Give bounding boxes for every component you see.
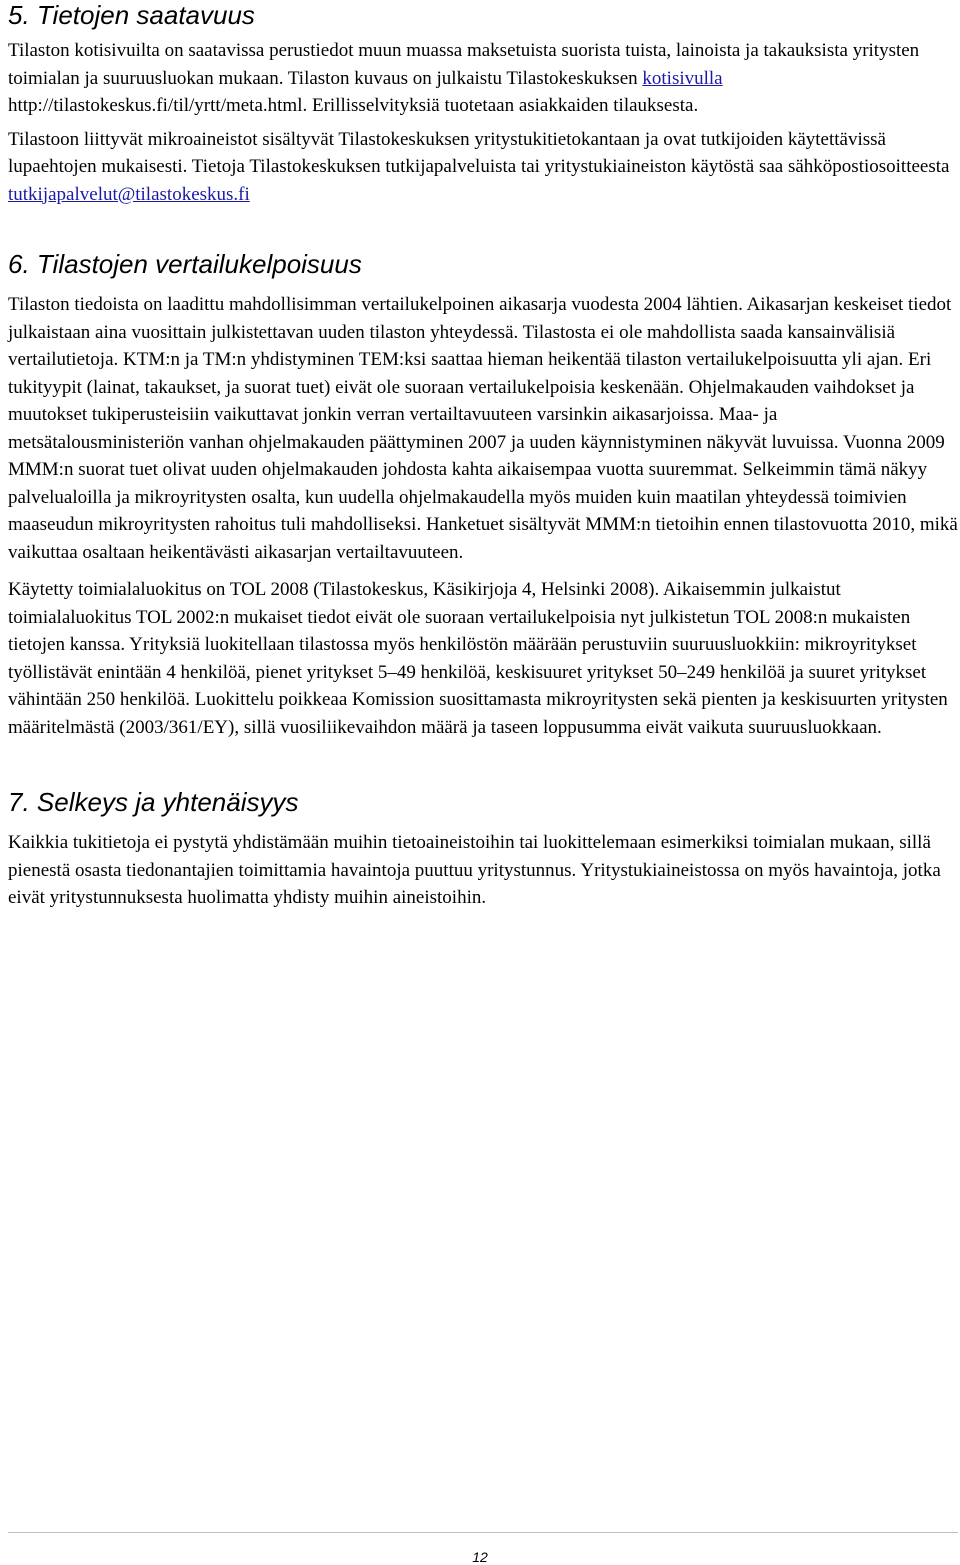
- homepage-link[interactable]: kotisivulla: [642, 67, 723, 89]
- section-5-paragraph-1-text-a: Tilaston kotisivuilta on saatavissa perustiedot muun muassa maksetuista suorista tuista, lainoista ja takauksista yritysten toimialan ja suuruusluokan mukaan. Tilaston kuvaus on julkaistu Tilastokeskuksen: [8, 40, 920, 89]
- section-5-paragraph-1: [8, 37, 958, 120]
- page-number: 12: [472, 1549, 488, 1565]
- section-6-title: 6. Tilastojen vertailukelpoisuus: [8, 249, 362, 279]
- section-6-paragraph-2: Käytetty toimialaluokitus on TOL 2008 (Tilastokeskus, Käsikirjoja 4, Helsinki 2008). Aikaisemmin julkaistut toimialaluokitus TOL 2002:n mukaiset tiedot eivät ole suoraan vertailukelpoisia nyt julkistetun TOL 2008:n mukaisten tietojen kanssa. Yrityksiä luokitellaan tilastossa myös henkilöstön määrään perustuviin suuruusluokkiin: mikroyritykset työllistävät enintään 4 henkilöä, pienet yritykset 5–49 henkilöä, keskisuuret yritykset 50–249 henkilöä ja suuret yritykset vähintään 250 henkilöä. Luokittelu poikkeaa Komission suosittamasta mikroyritysten sekä pienten ja keskisuurten yritysten määritelmästä (2003/361/EY), sillä vuosiliikevaihdon määrä ja taseen loppusumma eivät vaikuta suuruusluokkaan.: [8, 579, 948, 738]
- section-5-paragraph-1-text-b: http://tilastokeskus.fi/til/yrtt/meta.html. Erillisselvityksiä tuotetaan asiakkaiden tilauksesta.: [8, 95, 699, 116]
- section-7-paragraph-1: Kaikkia tukitietoja ei pystytä yhdistämään muihin tietoaineistoihin tai luokittelemaan esimerkiksi toimialan mukaan, sillä pienestä osasta tiedonantajien toimittamia havaintoja puuttuu yritystunnus. Yritystukiaineistossa on myös havaintoja, jotka eivät yritystunnuksesta huolimatta yhdisty muihin aineistoihin.: [8, 832, 941, 908]
- section-6-paragraph-1: Tilaston tiedoista on laadittu mahdollisimman vertailukelpoinen aikasarja vuodesta 2004 lähtien. Aikasarjan keskeiset tiedot julkaistaan aina vuosittain julkistettavan uuden tilaston yhteydessä. Tilastosta ei ole mahdollista saada kansainvälisiä vertailutietoja. KTM:n ja TM:n yhdistyminen TEM:ksi saattaa hieman heikentää tilaston vertailukelpoisuutta yli ajan. Eri tukityypit (lainat, takaukset, ja suorat tuet) eivät ole suoraan vertailukelpoisia keskenään. Ohjelmakauden vaihdokset ja muutokset tukiperusteisiin vaikuttavat jonkin verran vertailtavuuteen varsinkin aikasarjoissa. Maa- ja metsätalousministeriön vanhan ohjelmakauden päättyminen 2007 ja uuden käynnistyminen näkyvät luvuissa. Vuonna 2009 MMM:n suorat tuet olivat uuden ohjelmakauden johdosta kahta aikaisempaa vuotta suuremmat. Selkeimmin tämä näkyy palvelualoilla ja mikroyritysten osalta, kun uudella ohjelmakaudella myös muiden kuin maatilan yhteydessä toimivien maaseudun mikroyritysten rahoitus tuli mahdolliseksi. Hanketuet sisältyvät MMM:n tietoihin ennen tilastovuotta 2010, mikä vaikuttaa osaltaan heikentävästi aikasarjan vertailtavuuteen.: [8, 294, 958, 563]
- document-page: [8, 0, 958, 912]
- email-link[interactable]: tutkijapalvelut@tilastokeskus.fi: [8, 183, 250, 205]
- section-5-paragraph-2: [8, 126, 958, 209]
- section-5-title: 5. Tietojen saatavuus: [8, 0, 255, 30]
- section-7-title: 7. Selkeys ja yhtenäisyys: [8, 787, 299, 817]
- section-5-paragraph-2-text: Tilastoon liittyvät mikroaineistot sisältyvät Tilastokeskuksen yritystukitietokantaan ja ovat tutkijoiden käytettävissä lupaehtojen mukaisesti. Tietoja Tilastokeskuksen tutkijapalveluista tai yritystukiaineiston käytöstä saa sähköpostiosoitteesta: [8, 128, 950, 177]
- footer-divider: [8, 1532, 958, 1533]
